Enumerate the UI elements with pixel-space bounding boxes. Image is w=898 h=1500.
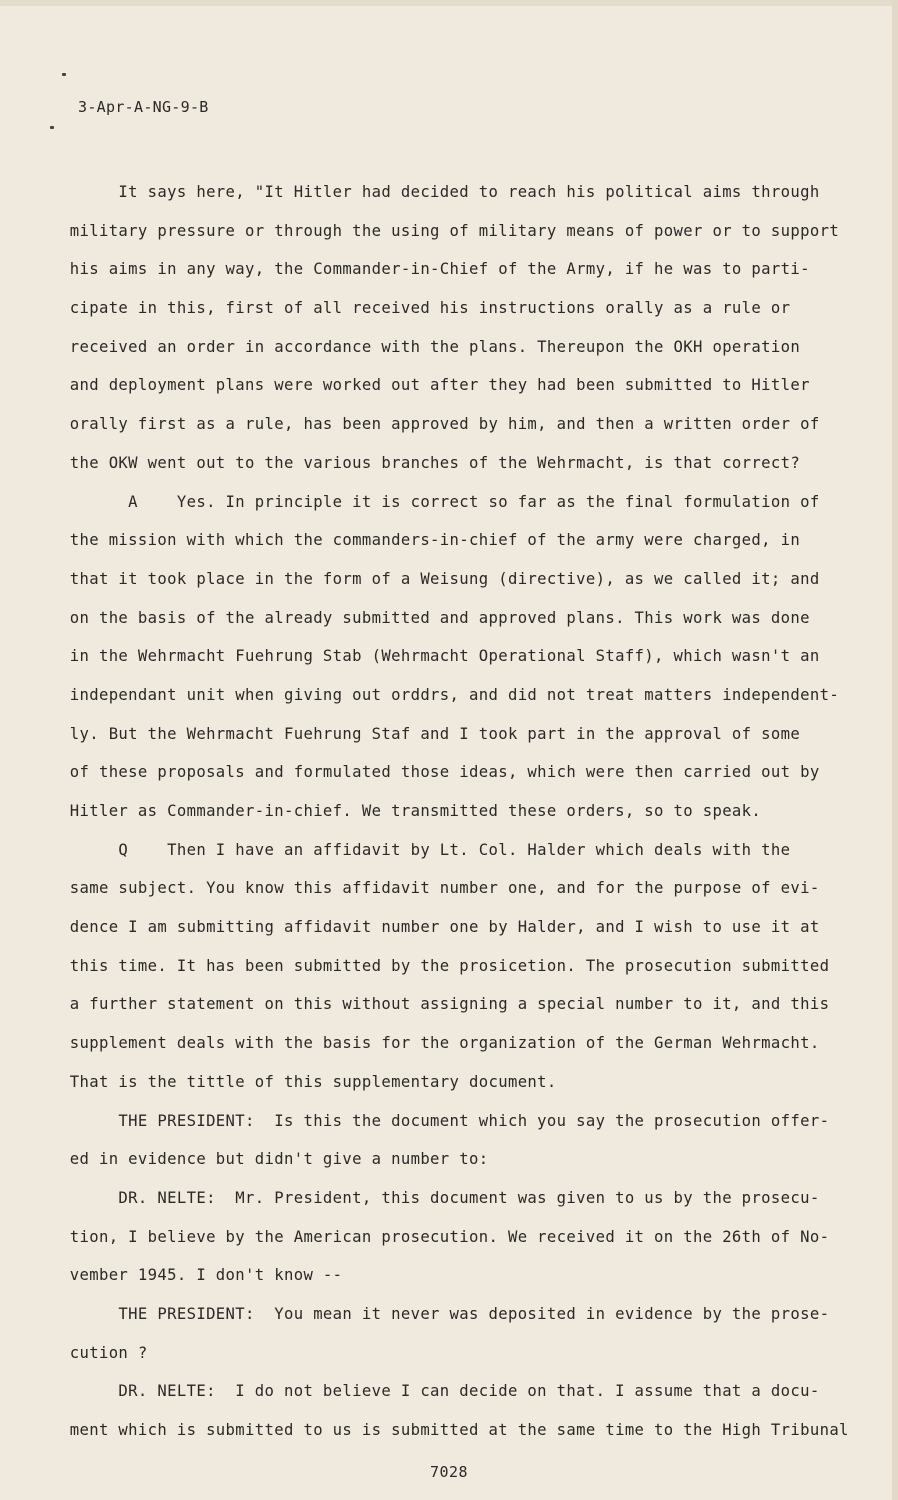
margin-mark <box>62 73 66 76</box>
transcript-body <box>60 173 849 1450</box>
transcript-line: ment which is submitted to us is submitted at the same time to the High Tribunal <box>60 1421 849 1439</box>
transcript-line: Hitler as Commander-in-chief. We transmitted these orders, so to speak. <box>60 802 762 820</box>
transcript-line: independant unit when giving out orddrs, and did not treat matters independent- <box>60 685 840 704</box>
transcript-line: A Yes. In principle it is correct so far as the final formulation of <box>60 492 820 511</box>
margin-mark <box>50 126 54 129</box>
transcript-line: DR. NELTE: I do not believe I can decide on that. I assume that a docu- <box>60 1382 820 1401</box>
transcript-line: a further statement on this without assigning a special number to it, and this <box>60 995 830 1014</box>
transcript-line: this time. It has been submitted by the prosicetion. The prosecution submitted <box>60 956 830 975</box>
transcript-line: of these proposals and formulated those ideas, which were then carried out by <box>60 763 820 782</box>
page-number: 7028 <box>429 1463 469 1481</box>
transcript-line: Q Then I have an affidavit by Lt. Col. Halder which deals with the <box>60 840 791 859</box>
transcript-line: same subject. You know this affidavit number one, and for the purpose of evi- <box>60 879 820 898</box>
transcript-line: It says here, "It Hitler had decided to reach his political aims through <box>60 183 820 201</box>
transcript-line: that it took place in the form of a Weisung (directive), as we called it; and <box>60 569 820 588</box>
transcript-line: the mission with which the commanders-in-chief of the army were charged, in <box>60 531 801 550</box>
transcript-line: military pressure or through the using of military means of power or to support <box>60 221 840 240</box>
transcript-line: tion, I believe by the American prosecution. We received it on the 26th of No- <box>60 1227 830 1246</box>
transcript-line: ly. But the Wehrmacht Fuehrung Staf and I took part in the approval of some <box>60 724 801 743</box>
transcript-line: supplement deals with the basis for the organization of the German Wehrmacht. <box>60 1034 820 1053</box>
transcript-line: on the basis of the already submitted and approved plans. This work was done <box>60 608 810 627</box>
transcript-line: in the Wehrmacht Fuehrung Stab (Wehrmacht Operational Staff), which wasn't an <box>60 647 820 666</box>
document-reference: 3-Apr-A-NG-9-B <box>78 98 209 116</box>
transcript-line: his aims in any way, the Commander-in-Chief of the Army, if he was to parti- <box>60 260 810 279</box>
transcript-line: cipate in this, first of all received his instructions orally as a rule or <box>60 299 791 318</box>
transcript-line: ed in evidence but didn't give a number to: <box>60 1150 489 1169</box>
transcript-line: cution ? <box>60 1343 148 1362</box>
transcript-line: DR. NELTE: Mr. President, this document was given to us by the prosecu- <box>60 1188 820 1207</box>
transcript-line: dence I am submitting affidavit number one by Halder, and I wish to use it at <box>60 918 820 937</box>
page-top-edge <box>0 0 898 6</box>
transcript-line: received an order in accordance with the plans. Thereupon the OKH operation <box>60 337 801 356</box>
transcript-line: the OKW went out to the various branches of the Wehrmacht, is that correct? <box>60 453 801 472</box>
transcript-line: THE PRESIDENT: Is this the document which you say the prosecution offer- <box>60 1111 830 1130</box>
transcript-line: and deployment plans were worked out after they had been submitted to Hitler <box>60 376 810 395</box>
transcript-line: That is the tittle of this supplementary document. <box>60 1072 557 1091</box>
transcript-line: orally first as a rule, has been approved by him, and then a written order of <box>60 415 820 434</box>
page-right-edge <box>892 0 898 1500</box>
transcript-line: vember 1945. I don't know -- <box>60 1266 343 1285</box>
transcript-line: THE PRESIDENT: You mean it never was deposited in evidence by the prose- <box>60 1304 830 1323</box>
